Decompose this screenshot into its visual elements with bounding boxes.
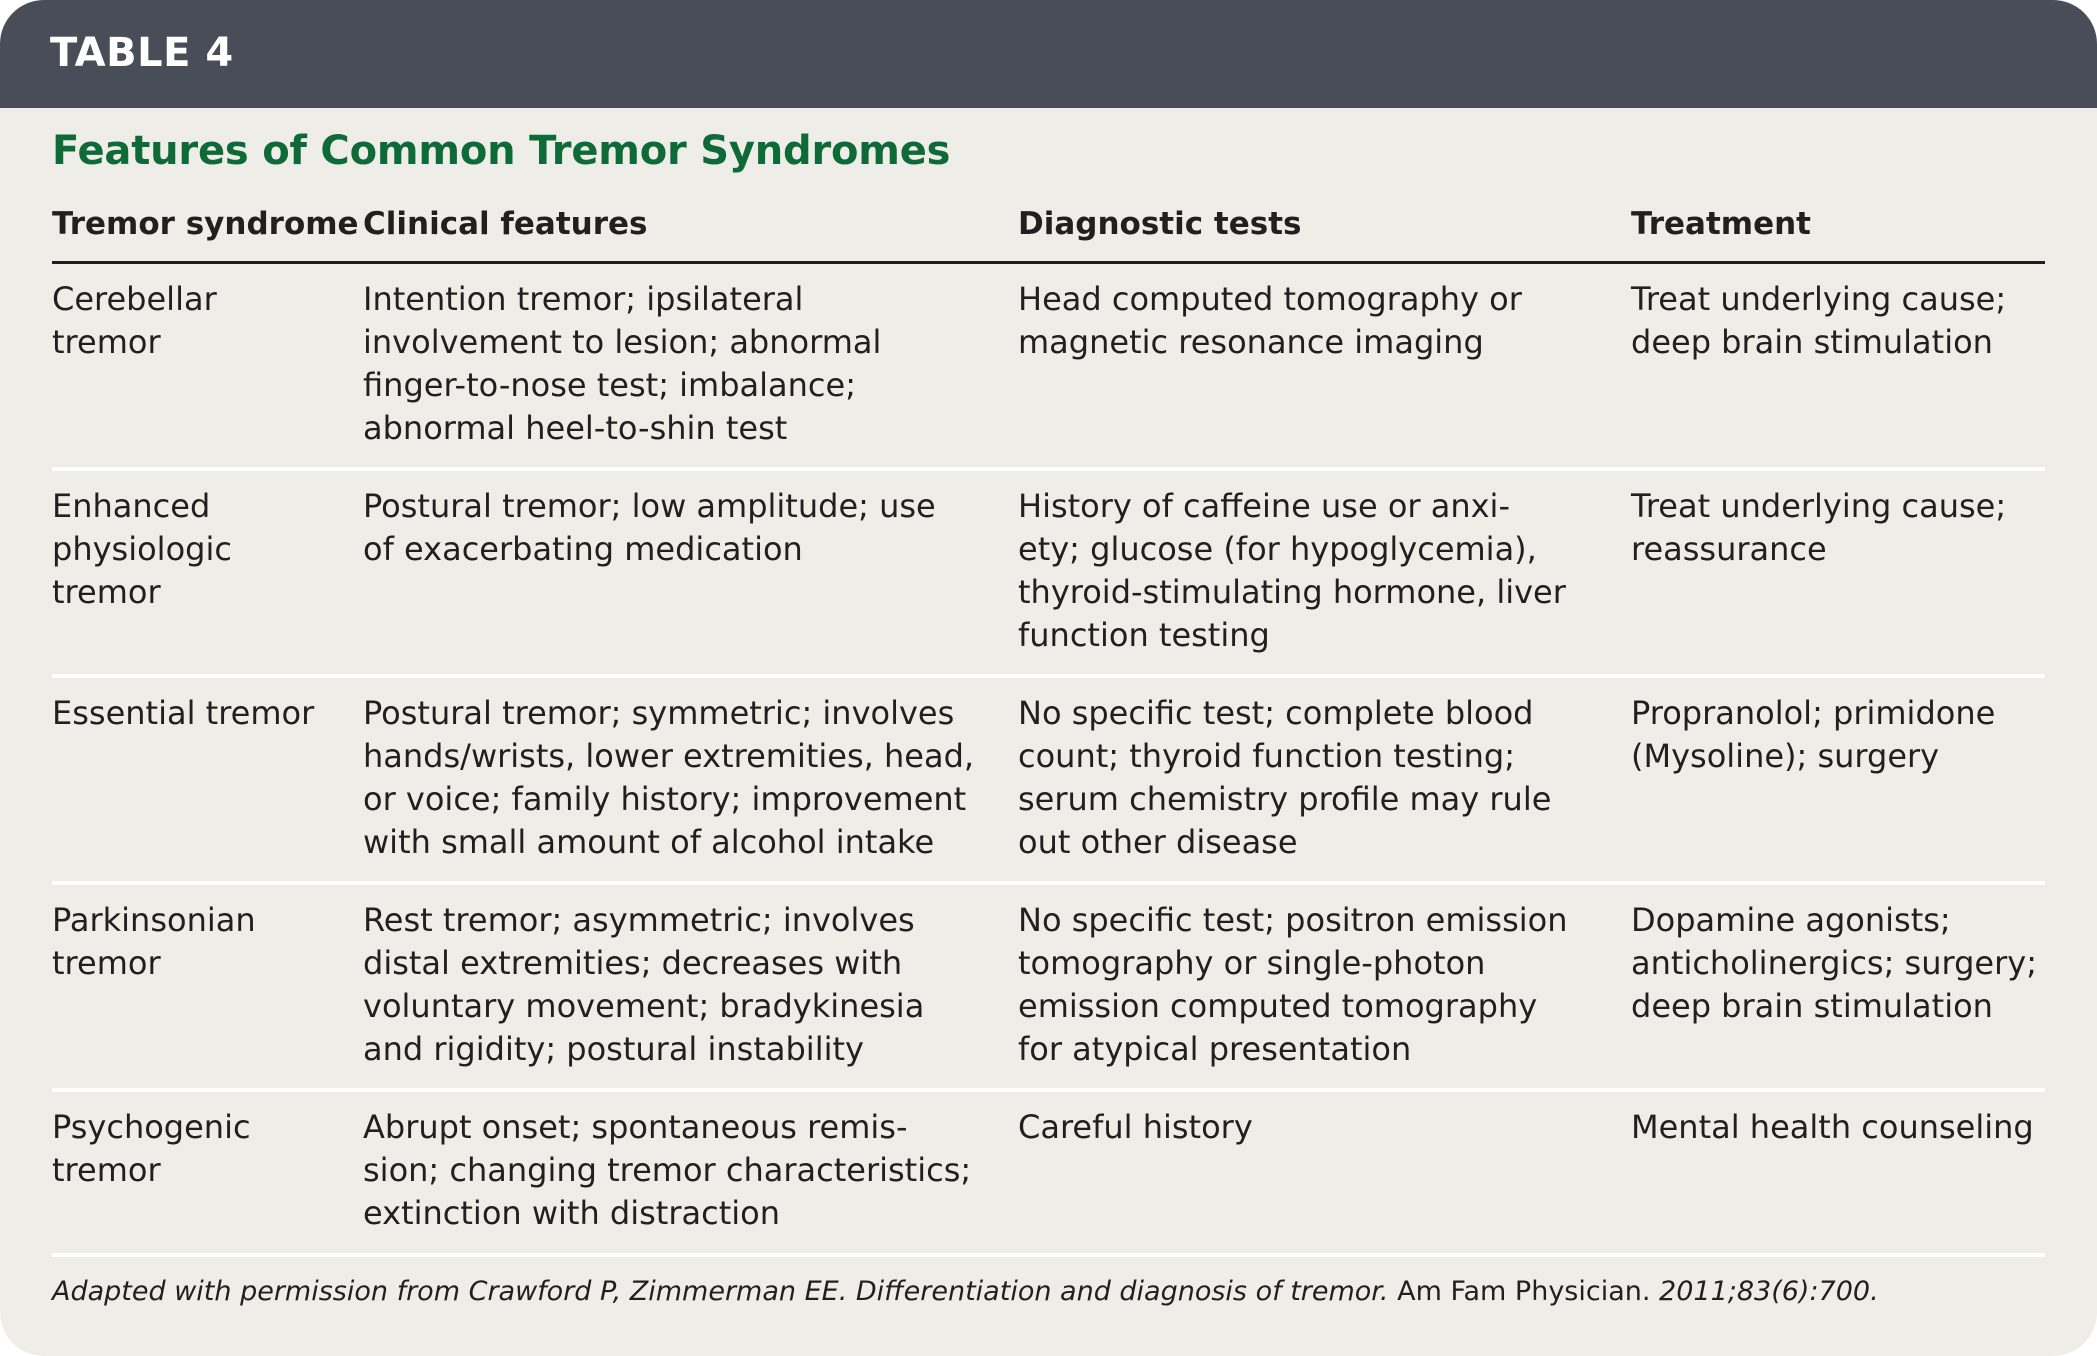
cell-diagnostic: Careful history bbox=[1018, 1108, 1253, 1146]
table-row bbox=[52, 1092, 2045, 1257]
table-row bbox=[52, 885, 2045, 1092]
cell-syndrome: Parkinsonian tremor bbox=[52, 901, 256, 982]
table-row bbox=[52, 471, 2045, 678]
cell-diagnostic: No specific test; positron emission tomography or single-photon emission computed tomography for atypical presentation bbox=[1018, 901, 1568, 1068]
footnote-citation: Adapted with permission from Crawford P, Zimmerman EE. Differentiation and diagnosis of tremor. bbox=[52, 1276, 1389, 1307]
table-header-bar bbox=[0, 0, 2097, 108]
column-header-diagnostic: Diagnostic tests bbox=[1018, 206, 1302, 242]
cell-diagnostic: No specific test; complete blood count; thyroid function testing; serum chemistry profile may rule out other disease bbox=[1018, 694, 1552, 861]
footnote-volume: 2011;83(6):700. bbox=[1650, 1276, 1879, 1307]
table-label: TABLE 4 bbox=[50, 30, 234, 76]
footnote-journal: Am Fam Physician. bbox=[1388, 1276, 1651, 1307]
cell-syndrome: Enhanced physiologic tremor bbox=[52, 487, 232, 611]
cell-diagnostic: Head computed tomography or magnetic resonance imaging bbox=[1018, 280, 1522, 361]
column-header-treatment: Treatment bbox=[1631, 206, 1812, 242]
table-row bbox=[52, 678, 2045, 885]
cell-syndrome: Psychogenic tremor bbox=[52, 1108, 251, 1189]
cell-clinical: Postural tremor; symmetric; involves hands/wrists, lower extremities, head, or voice; family history; improvement with small amount of alcohol intake bbox=[363, 694, 975, 861]
cell-treatment: Treat underlying cause; reassurance bbox=[1631, 487, 2007, 568]
source-footnote bbox=[52, 1276, 1879, 1307]
column-header-row bbox=[52, 198, 2045, 264]
cell-clinical: Abrupt onset; spontaneous remis- sion; changing tremor characteristics; extinction with distraction bbox=[363, 1108, 972, 1232]
cell-clinical: Rest tremor; asymmetric; involves distal extremities; decreases with voluntary movement; bradykinesia and rigidity; postural instability bbox=[363, 901, 925, 1068]
column-header-syndrome: Tremor syndrome bbox=[52, 206, 359, 242]
cell-syndrome: Essential tremor bbox=[52, 694, 315, 732]
cell-treatment: Dopamine agonists; anticholinergics; surgery; deep brain stimulation bbox=[1631, 901, 2037, 1025]
table-title: Features of Common Tremor Syndromes bbox=[52, 128, 951, 174]
cell-clinical: Postural tremor; low amplitude; use of exacerbating medication bbox=[363, 487, 936, 568]
cell-treatment: Propranolol; primidone (Mysoline); surgery bbox=[1631, 694, 1996, 775]
cell-diagnostic: History of caffeine use or anxi- ety; glucose (for hypoglycemia), thyroid-stimulating hormone, liver function testing bbox=[1018, 487, 1566, 654]
column-header-clinical: Clinical features bbox=[363, 206, 648, 242]
cell-treatment: Treat underlying cause; deep brain stimulation bbox=[1631, 280, 2007, 361]
cell-clinical: Intention tremor; ipsilateral involvement to lesion; abnormal finger-to-nose test; imbalance; abnormal heel-to-shin test bbox=[363, 280, 882, 447]
cell-treatment: Mental health counseling bbox=[1631, 1108, 2034, 1146]
table-row bbox=[52, 264, 2045, 471]
data-table bbox=[52, 198, 2045, 1257]
cell-syndrome: Cerebellar tremor bbox=[52, 280, 217, 361]
